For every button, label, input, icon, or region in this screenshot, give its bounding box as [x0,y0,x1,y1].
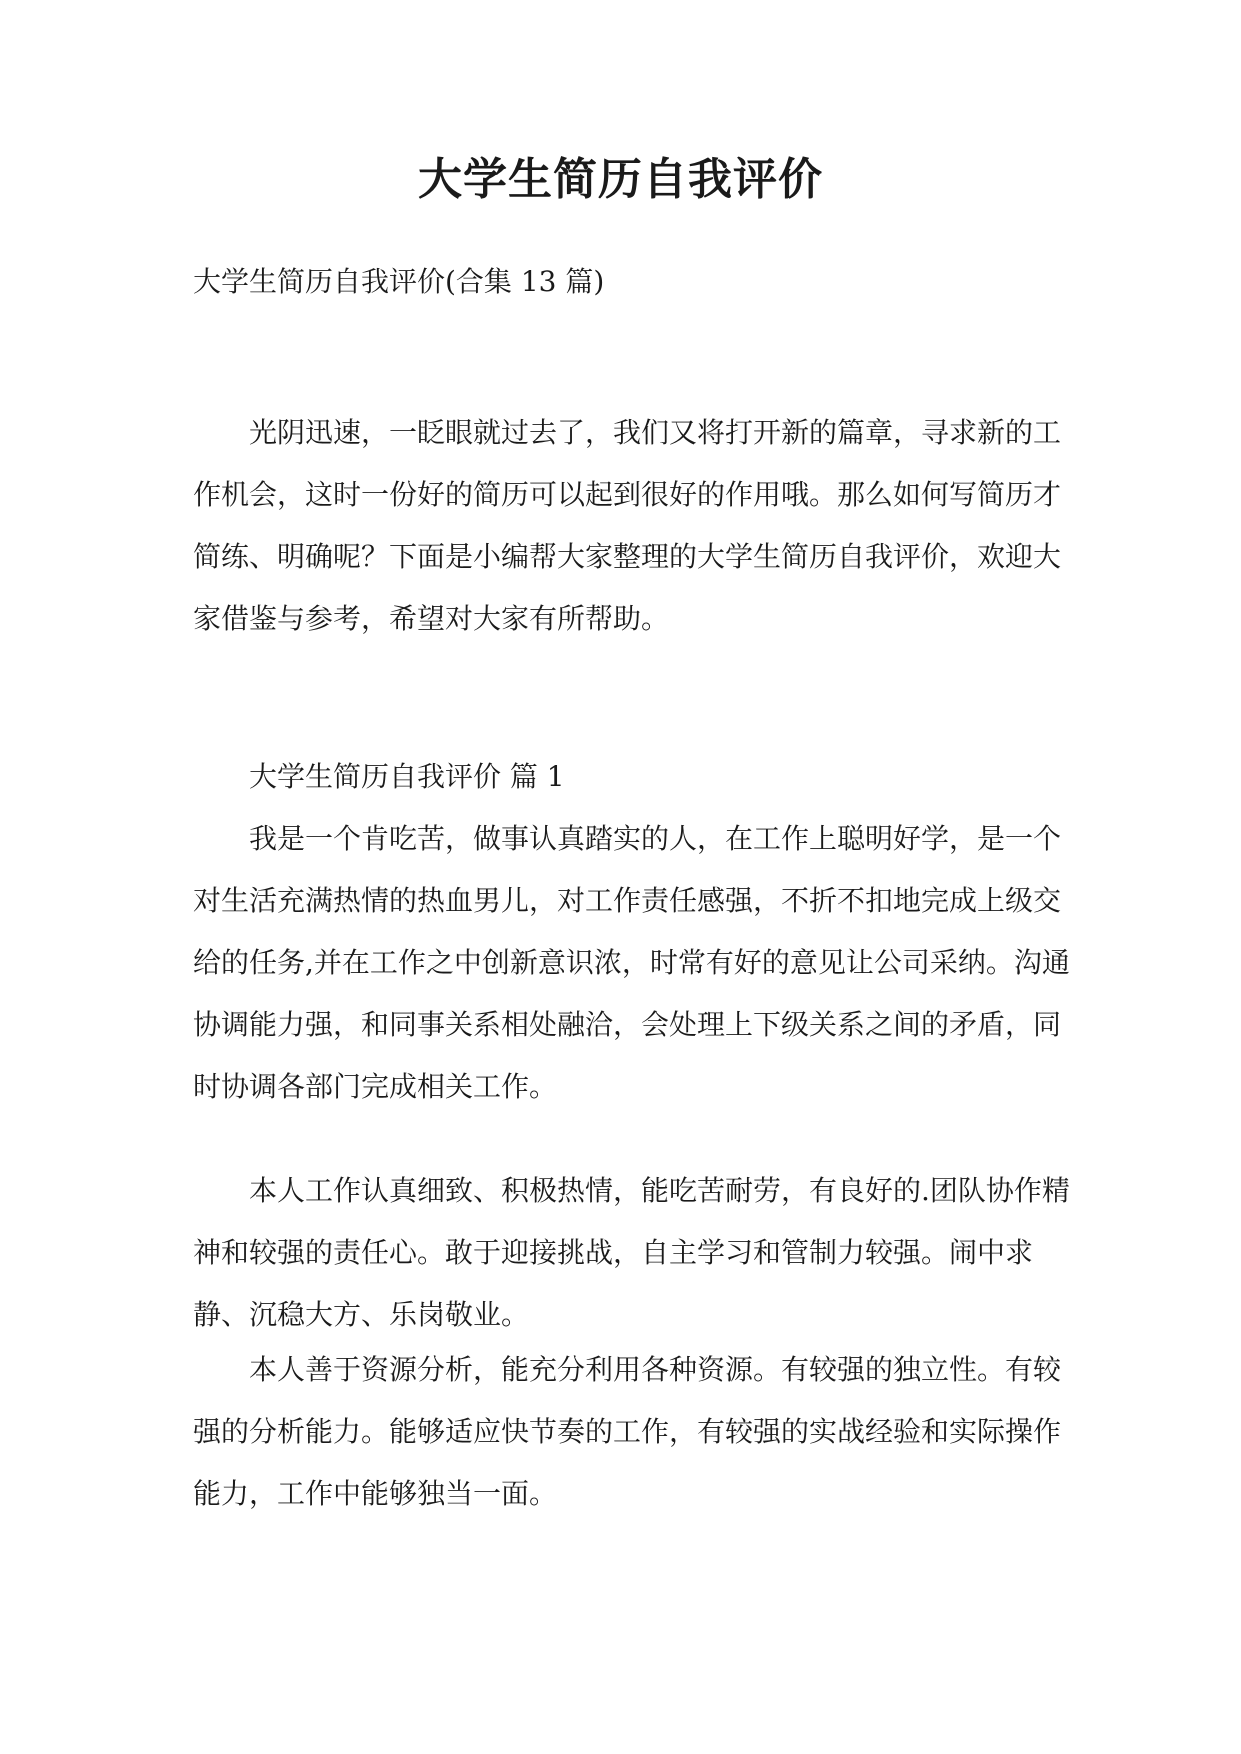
section-paragraph: 本人工作认真细致、积极热情，能吃苦耐劳，有良好的.团队协作精神和较强的责任心。敢于迎接挑战，自主学习和管制力较强。闹中求静、沉稳大方、乐岗敬业。 [193,1174,1070,1331]
intro-block [193,402,1073,650]
intro-paragraph: 光阴迅速，一眨眼就过去了，我们又将打开新的篇章，寻求新的工作机会，这时一份好的简历可以起到很好的作用哦。那么如何写简历才简练、明确呢？下面是小编帮大家整理的大学生简历自我评价，欢迎大家借鉴与参考，希望对大家有所帮助。 [193,416,1062,635]
document-subtitle: 大学生简历自我评价(合集 13 篇) [193,265,605,298]
section-heading: 大学生简历自我评价 篇 1 [249,760,565,793]
section-paragraph: 我是一个肯吃苦，做事认真踏实的人，在工作上聪明好学，是一个对生活充满热情的热血男儿，对工作责任感强，不折不扣地完成上级交给的任务,并在工作之中创新意识浓，时常有好的意见让公司采纳。沟通协调能力强，和同事关系相处融洽，会处理上下级关系之间的矛盾，同时协调各部门完成相关工作。 [193,822,1070,1103]
section-paragraph-block [193,1160,1073,1346]
section-paragraph: 本人善于资源分析，能充分利用各种资源。有较强的独立性。有较强的分析能力。能够适应快节奏的工作，有较强的实战经验和实际操作能力，工作中能够独当一面。 [193,1353,1062,1510]
section-paragraph-block [193,1339,1073,1525]
document-title: 大学生简历自我评价 [418,154,823,205]
section-paragraph-block [193,808,1073,1118]
